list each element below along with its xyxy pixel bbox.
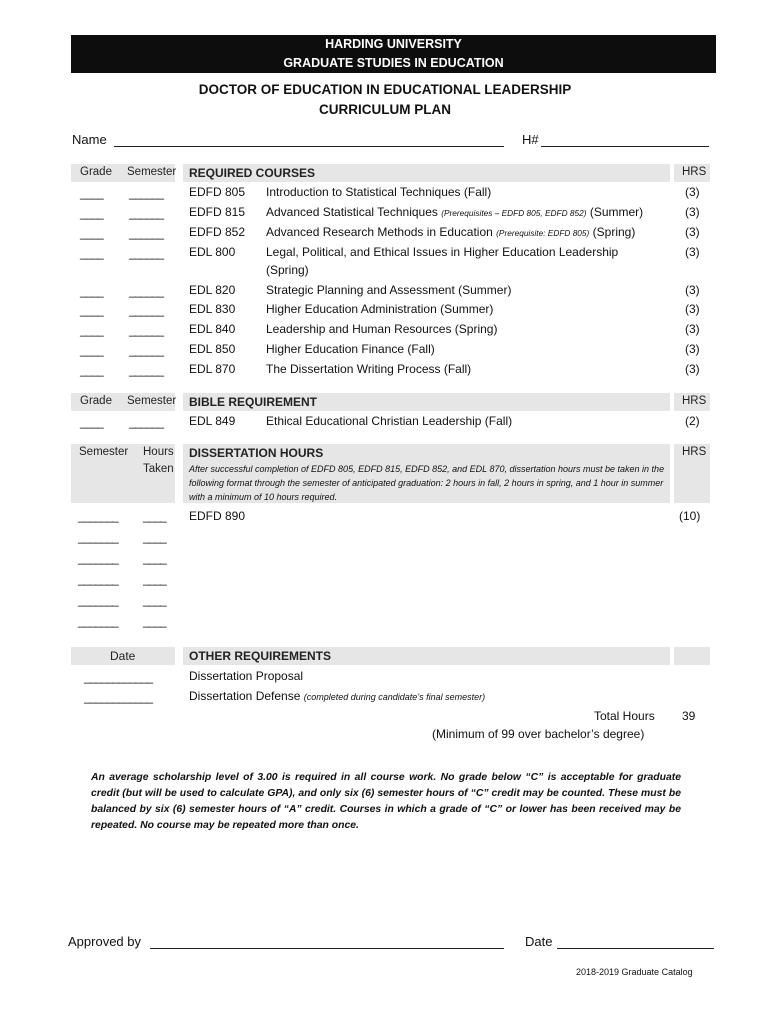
course-hours: (3) (685, 283, 700, 297)
course-hours: (3) (685, 342, 700, 356)
hnum-label: H# (522, 132, 539, 147)
course-hours: (3) (685, 185, 700, 199)
hours-blank[interactable]: ____ (143, 551, 166, 565)
grade-blank[interactable]: ____ (80, 186, 103, 200)
date-blank[interactable]: ____________ (84, 670, 153, 684)
course-code: EDFD 890 (189, 509, 246, 523)
approval-date-label: Date (525, 934, 553, 949)
course-hours: (3) (685, 225, 700, 239)
semester-column-header: Semester (79, 446, 129, 458)
course-name: Strategic Planning and Assessment (Summer) (266, 283, 512, 297)
course-code: EDL 830 (189, 302, 236, 316)
course-title-line (266, 205, 643, 219)
course-code: EDFD 805 (189, 185, 246, 199)
semester-blank[interactable]: ______ (129, 186, 164, 200)
course-code: EDL 870 (189, 362, 236, 376)
hours-blank[interactable]: ____ (143, 593, 166, 607)
hours-column-header: Hours (143, 446, 174, 458)
semester-blank[interactable]: ______ (129, 343, 164, 357)
semester-column-header: Semester (127, 166, 177, 178)
semester-blank[interactable]: _______ (78, 551, 118, 565)
semester-blank[interactable]: ______ (129, 323, 164, 337)
semester-column-header: Semester (127, 395, 177, 407)
course-code: EDL 850 (189, 342, 236, 356)
semester-blank[interactable]: _______ (78, 614, 118, 628)
document-title: DOCTOR OF EDUCATION IN EDUCATIONAL LEADERSHIP (198, 82, 572, 97)
date-blank[interactable]: ____________ (84, 690, 153, 704)
course-code: EDL 800 (189, 245, 236, 259)
taken-column-header: Taken (143, 463, 174, 475)
other-requirements-title: OTHER REQUIREMENTS (189, 649, 332, 663)
hrs-column-header: HRS (682, 166, 707, 178)
approved-by-field[interactable] (150, 948, 504, 949)
course-hours: (3) (685, 245, 700, 259)
course-title-line (266, 225, 635, 239)
course-hours: (3) (685, 322, 700, 336)
course-hours: (2) (685, 414, 700, 428)
semester-blank[interactable]: ______ (129, 303, 164, 317)
grade-blank[interactable]: ____ (80, 343, 103, 357)
semester-blank[interactable]: ______ (129, 363, 164, 377)
requirement-item: Dissertation Proposal (189, 669, 304, 683)
grade-blank[interactable]: ____ (80, 246, 103, 260)
grading-policy: An average scholarship level of 3.00 is required in all course work. No grade below “C” is acceptable for graduate credit (but will be used to calculate GPA), and only six (6) semester hours of “C” credit may be counted. These must be balanced by six (6) semester hours of “A” credit. Courses in which a grade of “C” or lower has been received may be repeated. No course may be repeated more than once. (91, 772, 681, 831)
course-code: EDL 820 (189, 283, 236, 297)
semester-blank[interactable]: ______ (129, 226, 164, 240)
grade-blank[interactable]: ____ (80, 303, 103, 317)
document-subtitle: CURRICULUM PLAN (319, 102, 451, 117)
course-hours: (3) (685, 362, 700, 376)
course-name: Advanced Research Methods in Education (266, 225, 493, 239)
course-name: Ethical Educational Christian Leadership (Fall) (266, 414, 513, 428)
dissertation-instructions: After successful completion of EDFD 805, EDFD 815, EDFD 852, and EDL 870, dissertation hours must be taken in the following format through the semester of anticipated graduation: 2 hours in fall, 2 hours in spring, and 1 hour in summer with a minimum of 10 hours required. (189, 464, 665, 502)
course-code: EDL 849 (189, 414, 236, 428)
course-name: The Dissertation Writing Process (Fall) (266, 362, 472, 376)
course-term: (Spring) (592, 225, 636, 239)
dissertation-hours-title: DISSERTATION HOURS (189, 446, 324, 460)
requirement-item-line (189, 689, 485, 703)
course-code: EDFD 815 (189, 205, 246, 219)
course-hours: (3) (685, 205, 700, 219)
department-name: GRADUATE STUDIES IN EDUCATION (283, 56, 504, 70)
date-column-header: Date (110, 649, 136, 663)
catalog-footer: 2018-2019 Graduate Catalog (576, 967, 693, 977)
approved-by-label: Approved by (68, 934, 141, 949)
semester-blank[interactable]: ______ (129, 415, 164, 429)
grade-blank[interactable]: ____ (80, 323, 103, 337)
semester-blank[interactable]: ______ (129, 284, 164, 298)
course-code: EDL 840 (189, 322, 236, 336)
course-name-continued: (Spring) (266, 263, 309, 277)
course-hours: (10) (679, 509, 701, 523)
course-name: Legal, Political, and Ethical Issues in Higher Education Leadership (266, 245, 619, 259)
university-name: HARDING UNIVERSITY (325, 37, 462, 51)
semester-blank[interactable]: _______ (78, 572, 118, 586)
grade-blank[interactable]: ____ (80, 415, 103, 429)
bible-requirement-title: BIBLE REQUIREMENT (189, 395, 318, 409)
total-hours-value: 39 (682, 709, 696, 723)
grade-blank[interactable]: ____ (80, 284, 103, 298)
minimum-hours-note: (Minimum of 99 over bachelor’s degree) (432, 727, 645, 741)
course-name: Leadership and Human Resources (Spring) (266, 322, 498, 336)
grade-blank[interactable]: ____ (80, 206, 103, 220)
course-code: EDFD 852 (189, 225, 246, 239)
course-term: (Summer) (589, 205, 644, 219)
hnum-field[interactable] (541, 146, 709, 147)
course-hours: (3) (685, 302, 700, 316)
hrs-column-header: HRS (682, 446, 707, 458)
hours-blank[interactable]: ____ (143, 509, 166, 523)
name-label: Name (72, 132, 107, 147)
approval-date-field[interactable] (557, 948, 714, 949)
semester-blank[interactable]: ______ (129, 206, 164, 220)
hours-blank[interactable]: ____ (143, 572, 166, 586)
hrs-column-header: HRS (682, 395, 707, 407)
grade-column-header: Grade (80, 166, 112, 178)
other-hrs-header-bg (674, 647, 710, 665)
name-field[interactable] (114, 146, 504, 147)
required-courses-title: REQUIRED COURSES (189, 166, 316, 180)
hours-blank[interactable]: ____ (143, 530, 166, 544)
university-banner (71, 35, 716, 73)
course-name: Higher Education Administration (Summer) (266, 302, 494, 316)
course-prerequisite: (Prerequisites – EDFD 805, EDFD 852) (441, 208, 587, 218)
semester-blank[interactable]: _______ (78, 530, 118, 544)
semester-blank[interactable]: _______ (78, 593, 118, 607)
total-hours-label: Total Hours (594, 709, 655, 723)
grade-column-header: Grade (80, 395, 112, 407)
semester-blank[interactable]: ______ (129, 246, 164, 260)
semester-blank[interactable]: _______ (78, 509, 118, 523)
requirement-note: (completed during candidate’s final semester) (303, 692, 486, 702)
course-prerequisite: (Prerequisite: EDFD 805) (496, 228, 590, 238)
course-name: Introduction to Statistical Techniques (Fall) (266, 185, 492, 199)
course-name: Higher Education Finance (Fall) (266, 342, 435, 356)
course-name: Advanced Statistical Techniques (266, 205, 438, 219)
grade-blank[interactable]: ____ (80, 363, 103, 377)
grade-blank[interactable]: ____ (80, 226, 103, 240)
requirement-item: Dissertation Defense (189, 689, 301, 703)
hours-blank[interactable]: ____ (143, 614, 166, 628)
